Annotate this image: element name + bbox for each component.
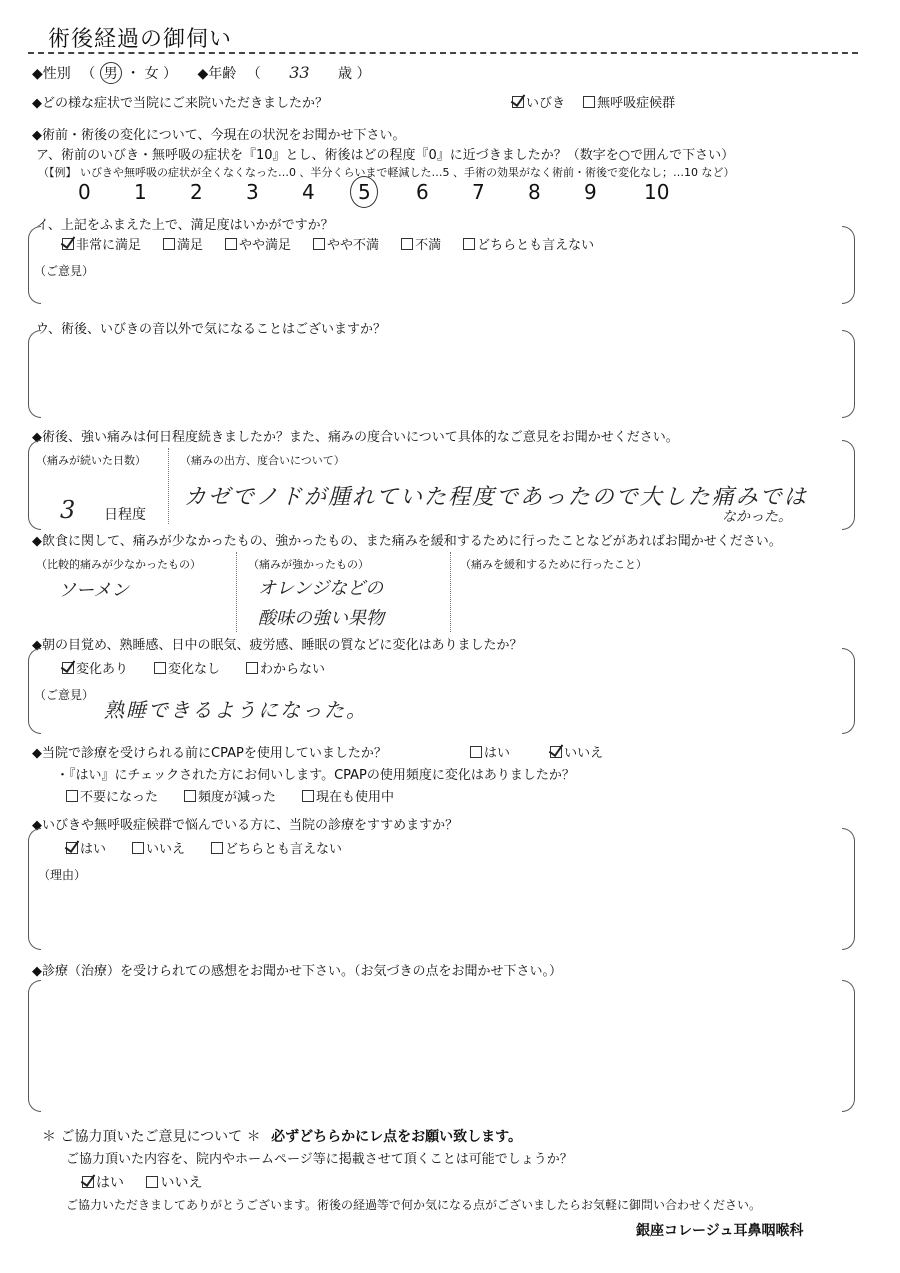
satisfaction-option[interactable] — [401, 238, 441, 253]
cpap-frequency-checkbox[interactable] — [184, 790, 196, 802]
cpap-no-label: いいえ — [564, 746, 604, 761]
q7-text: ◆いびきや無呼吸症候群で悩んでいる方に、当院の診療をすすめますか？ — [32, 818, 459, 833]
checkbox-cpap-no[interactable] — [550, 746, 562, 758]
q2-i-text: イ、上記をふまえた上で、満足度はいかがですか？ — [36, 218, 334, 233]
footer-options — [82, 1172, 202, 1192]
footer-note1-bold: 必ずどちらかにレ点をお願い致します。 — [271, 1129, 522, 1145]
scale-number-3[interactable]: 3 — [246, 180, 259, 204]
satisfaction-option[interactable] — [62, 238, 141, 253]
col1-value[interactable]: ソーメン — [58, 580, 130, 601]
sleep-change-option-label: わからない — [260, 662, 326, 677]
column-divider — [450, 552, 451, 632]
page-title: 術後経過の御伺い — [48, 27, 233, 52]
satisfaction-checkbox[interactable] — [163, 238, 175, 250]
recommend-option[interactable] — [66, 842, 106, 857]
box-bracket-right — [842, 980, 855, 1112]
q3-text: ◆術後、強い痛みは何日程度続きましたか？また、痛みの度合いについて具体的なご意見をお聞かせください。 — [32, 430, 679, 445]
selected-scale-circle — [350, 176, 378, 208]
satisfaction-option[interactable] — [313, 238, 379, 253]
recommend-checkbox[interactable] — [66, 842, 78, 854]
recommend-option-label: はい — [80, 842, 107, 857]
footer-note1 — [42, 1126, 522, 1146]
age-value[interactable]: 33 — [289, 63, 310, 82]
q5-options — [62, 658, 351, 677]
box-bracket-left — [28, 828, 41, 950]
satisfaction-option-label: 満足 — [177, 238, 204, 253]
col2-line2[interactable]: 酸味の強い果物 — [258, 608, 384, 629]
scale-number-7[interactable]: 7 — [472, 180, 485, 204]
scale-number-8[interactable]: 8 — [528, 180, 541, 204]
satisfaction-option-label: やや不満 — [327, 238, 380, 253]
scale-number-9[interactable]: 9 — [584, 180, 597, 204]
sleep-change-option[interactable] — [246, 662, 325, 677]
cpap-frequency-option-label: 頻度が減った — [198, 790, 277, 805]
scale-number-0[interactable]: 0 — [78, 180, 91, 204]
q5-opinion-label: （ご意見） — [34, 688, 95, 702]
recommend-option-label: どちらとも言えない — [225, 842, 343, 857]
scale-number-4[interactable]: 4 — [302, 180, 315, 204]
q6-sub-text: ・『はい』にチェックされた方にお伺いします。CPAPの使用頻度に変化はありましたか？ — [56, 768, 575, 783]
opt-apnea-label: 無呼吸症候群 — [597, 96, 676, 111]
checkbox-publish-no[interactable] — [146, 1176, 158, 1188]
q1-text: ◆どの様な症状で当院にご来院いただきましたか？ — [32, 96, 328, 111]
satisfaction-option-label: どちらとも言えない — [477, 238, 595, 253]
box-bracket-left — [28, 330, 41, 418]
profile-row — [32, 62, 370, 84]
box-bracket-right — [842, 440, 855, 530]
col3-label: （痛みを緩和するために行ったこと） — [460, 558, 647, 571]
satisfaction-option[interactable] — [225, 238, 291, 253]
cpap-frequency-option[interactable] — [302, 790, 394, 805]
days-label: （痛みが続いた日数） — [36, 454, 146, 467]
scale-number-6[interactable]: 6 — [416, 180, 429, 204]
satisfaction-checkbox[interactable] — [62, 238, 74, 250]
q1-options — [512, 92, 675, 111]
detail-label: （痛みの出方、度合いについて） — [180, 454, 345, 467]
satisfaction-checkbox[interactable] — [463, 238, 475, 250]
recommend-checkbox[interactable] — [211, 842, 223, 854]
footer-note2: ご協力頂いた内容を、院内やホームページ等に掲載させて頂くことは可能でしょうか？ — [66, 1152, 573, 1167]
cpap-yes-label: はい — [484, 746, 511, 761]
box-bracket-right — [842, 330, 855, 418]
sat-options — [62, 234, 616, 253]
gender-female[interactable]: 女 — [144, 66, 159, 82]
column-divider — [236, 552, 237, 632]
q2-a-text: ア、術前のいびき・無呼吸の症状を『10』とし、術後はどの程度『0』に近づきましたか？（数字を○で囲んで下さい） — [36, 148, 735, 163]
publish-no-label: いいえ — [160, 1175, 203, 1191]
satisfaction-option-label: 非常に満足 — [76, 238, 142, 253]
sleep-change-option-label: 変化あり — [76, 662, 129, 677]
recommend-option-label: いいえ — [146, 842, 186, 857]
scale-number-2[interactable]: 2 — [190, 180, 203, 204]
q7-options — [66, 838, 368, 857]
footer-thanks: ご協力いただきましてありがとうございます。術後の経過等で何か気になる点がございましたらお気軽に御問い合わせください。 — [66, 1198, 762, 1212]
sleep-change-checkbox[interactable] — [154, 662, 166, 674]
q5-opinion-value[interactable]: 熟睡できるようになった。 — [104, 698, 368, 722]
box-bracket-right — [842, 828, 855, 950]
satisfaction-option-label: 不満 — [415, 238, 442, 253]
box-bracket-right — [842, 648, 855, 734]
sleep-change-option[interactable] — [154, 662, 220, 677]
checkbox-snore[interactable] — [512, 96, 524, 108]
cpap-frequency-option-label: 現在も使用中 — [316, 790, 395, 805]
scale-number-10[interactable]: 10 — [644, 180, 670, 204]
q6-text: ◆当院で診療を受けられる前にCPAPを使用していましたか？ — [32, 746, 387, 761]
scale-number-5[interactable]: 5 — [358, 180, 371, 204]
cpap-frequency-option[interactable] — [184, 790, 276, 805]
col2-line1[interactable]: オレンジなどの — [258, 578, 384, 599]
q2-example: （【例】 いびきや無呼吸の症状が全くなくなった…0 、半分くらいまで軽減した…5 、手術の効果がなく術前・術後で変化なし；…10 など） — [38, 166, 735, 179]
q4-text: ◆飲食に関して、痛みが少なかったもの、強かったもの、また痛みを緩和するために行ったことなどがあればお聞かせください。 — [32, 534, 782, 549]
gender-sep: ・ — [126, 66, 141, 82]
q7-reason-label: （理由） — [38, 868, 87, 882]
checkbox-cpap-yes[interactable] — [470, 746, 482, 758]
col2-label: （痛みが強かったもの） — [248, 558, 369, 571]
gender-open: （ — [81, 66, 96, 82]
recommend-checkbox[interactable] — [132, 842, 144, 854]
opt-snore-label: いびき — [526, 96, 566, 111]
age-label: ◆年齢 — [197, 66, 237, 82]
q6-sub-options — [66, 786, 420, 805]
detail-line1[interactable]: カゼでノドが腫れていた程度であったので大した痛みでは — [184, 485, 808, 510]
box-bracket-left — [28, 980, 41, 1112]
q2-u-text: ウ、術後、いびきの音以外で気になることはございますか？ — [36, 322, 386, 337]
q5-text: ◆朝の目覚め、熟睡感、日中の眠気、疲労感、睡眠の質などに変化はありましたか？ — [32, 638, 523, 653]
checkbox-apnea[interactable] — [583, 96, 595, 108]
days-value[interactable]: 3 — [60, 496, 76, 524]
age-open: （ — [246, 66, 261, 82]
sleep-change-checkbox[interactable] — [62, 662, 74, 674]
title-divider — [28, 52, 858, 54]
q6-options — [470, 742, 603, 761]
days-unit: 日程度 — [104, 507, 146, 523]
checkbox-publish-yes[interactable] — [82, 1176, 94, 1188]
sleep-change-option-label: 変化なし — [168, 662, 221, 677]
cpap-frequency-checkbox[interactable] — [66, 790, 78, 802]
satisfaction-option[interactable] — [163, 238, 203, 253]
satisfaction-option[interactable] — [463, 238, 594, 253]
satisfaction-option-label: やや満足 — [239, 238, 292, 253]
clinic-name: 銀座コレージュ耳鼻咽喉科 — [636, 1223, 804, 1239]
box-bracket-right — [842, 226, 855, 304]
scale-number-1[interactable]: 1 — [134, 180, 147, 204]
satisfaction-checkbox[interactable] — [313, 238, 325, 250]
gender-male[interactable]: 男 — [100, 62, 122, 84]
sleep-change-checkbox[interactable] — [246, 662, 258, 674]
opinion-label: （ご意見） — [34, 264, 95, 278]
publish-yes-label: はい — [96, 1175, 124, 1191]
satisfaction-checkbox[interactable] — [401, 238, 413, 250]
recommend-option[interactable] — [211, 842, 342, 857]
gender-label: ◆性別 — [32, 66, 71, 82]
age-close: ） — [356, 66, 371, 82]
q8-text: ◆診療（治療）を受けられての感想をお聞かせ下さい。（お気づきの点をお聞かせ下さい。） — [32, 964, 562, 979]
age-unit: 歳 — [338, 66, 352, 82]
satisfaction-checkbox[interactable] — [225, 238, 237, 250]
recommend-option[interactable] — [132, 842, 185, 857]
cpap-frequency-option-label: 不要になった — [80, 790, 159, 805]
column-divider — [168, 448, 169, 524]
gender-close: ） — [163, 66, 178, 82]
q2-heading: ◆術前・術後の変化について、今現在の状況をお聞かせ下さい。 — [32, 128, 406, 143]
sleep-change-option[interactable] — [62, 662, 128, 677]
detail-line2[interactable]: なかった。 — [722, 509, 792, 525]
cpap-frequency-checkbox[interactable] — [302, 790, 314, 802]
col1-label: （比較的痛みが少なかったもの） — [36, 558, 201, 571]
footer-note1-text: ＊ ご協力頂いたご意見について ＊ — [42, 1129, 261, 1145]
cpap-frequency-option[interactable] — [66, 790, 158, 805]
